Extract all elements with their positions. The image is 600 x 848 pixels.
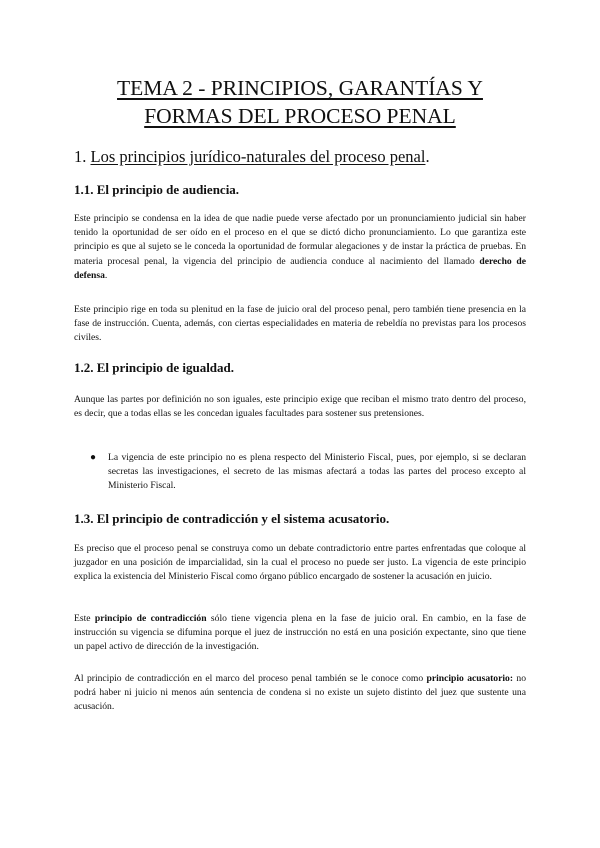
bullet-icon: ● bbox=[90, 452, 97, 463]
section-1-2-heading: 1.2. El principio de igualdad. bbox=[74, 360, 235, 375]
defense-right-term: derecho de defensa bbox=[74, 255, 526, 281]
section-1-3-paragraph-1: Es preciso que el proceso penal se construya como un debate contradictorio entre partes enfrentadas que coloque al juzgador en una posición de imparcialidad, sin la cual el proceso no puede ser justo. La vigencia de este principio explica la existencia del Ministerio Fiscal como órgano público encargado de sostener la acusación en juicio. bbox=[74, 543, 526, 583]
section-1-1-paragraph-2: Este principio rige en toda su plenitud en la fase de juicio oral del proceso penal, pero también tiene presencia en la fase de instrucción. Cuenta, además, con ciertas especialidades en materia de rebeldía no previstas para los procesos civiles. bbox=[74, 304, 526, 344]
bullet-item: La vigencia de este principio no es plena respecto del Ministerio Fiscal, pues, por ejemplo, si se declaran secretas las investigaciones, el secreto de las mismas afectará a todas las partes del proceso excepto al Ministerio Fiscal. bbox=[108, 452, 526, 492]
section-1-2-paragraph-1: Aunque las partes por definición no son iguales, este principio exige que reciban el mismo trato dentro del proceso, es decir, que a todas ellas se les concedan iguales facultades para sostener sus pretensiones. bbox=[74, 394, 526, 420]
section-1-number: 1. bbox=[74, 147, 91, 166]
section-1-title: Los principios jurídico-naturales del proceso penal bbox=[90, 147, 426, 166]
section-1-heading bbox=[74, 147, 430, 167]
paragraph-end: sólo tiene vigencia plena en la fase de juicio oral. En cambio, en la fase de instrucción su vigencia se difumina porque el juez de instrucción no está en una posición expectante, sino que tiene un papel activo de dirección de la investigación. bbox=[74, 613, 526, 653]
paragraph-end: . bbox=[104, 269, 108, 281]
section-1-1-heading: 1.1. El principio de audiencia. bbox=[74, 182, 240, 197]
section-1-3-paragraph-3 bbox=[74, 672, 526, 715]
document-title bbox=[60, 74, 540, 130]
section-1-trail: . bbox=[425, 147, 430, 166]
title-line-1: TEMA 2 - PRINCIPIOS, GARANTÍAS Y bbox=[117, 76, 483, 100]
section-1-1-paragraph-1 bbox=[74, 212, 526, 283]
paragraph-end: no podrá haber ni juicio ni menos aún sentencia de condena si no existe un sujeto distinto del juez que sustente una acusación. bbox=[74, 673, 526, 713]
paragraph-text: Este principio se condensa en la idea de que nadie puede verse afectado por un pronunciamiento judicial sin haber tenido la oportunidad de ser oído en el proceso en el que se dictó dicho pronunciamiento. Lo que garantiza este principio es que al sujeto se le conceda la oportunidad de formular alegaciones y de instar la práctica de pruebas. En materia procesal penal, la vigencia del principio de audiencia conduce al nacimiento del llamado bbox=[74, 213, 526, 267]
section-1-3-paragraph-2 bbox=[74, 612, 526, 655]
contradiction-principle-term: principio de contradicción bbox=[94, 613, 207, 624]
title-line-2: FORMAS DEL PROCESO PENAL bbox=[144, 104, 456, 128]
paragraph-start: Al principio de contradicción en el marco del proceso penal también se le conoce como bbox=[74, 673, 427, 684]
accusatory-principle-term: principio acusatorio: bbox=[426, 673, 514, 684]
section-1-3-heading: 1.3. El principio de contradicción y el sistema acusatorio. bbox=[74, 511, 390, 526]
paragraph-start: Este bbox=[74, 613, 95, 624]
